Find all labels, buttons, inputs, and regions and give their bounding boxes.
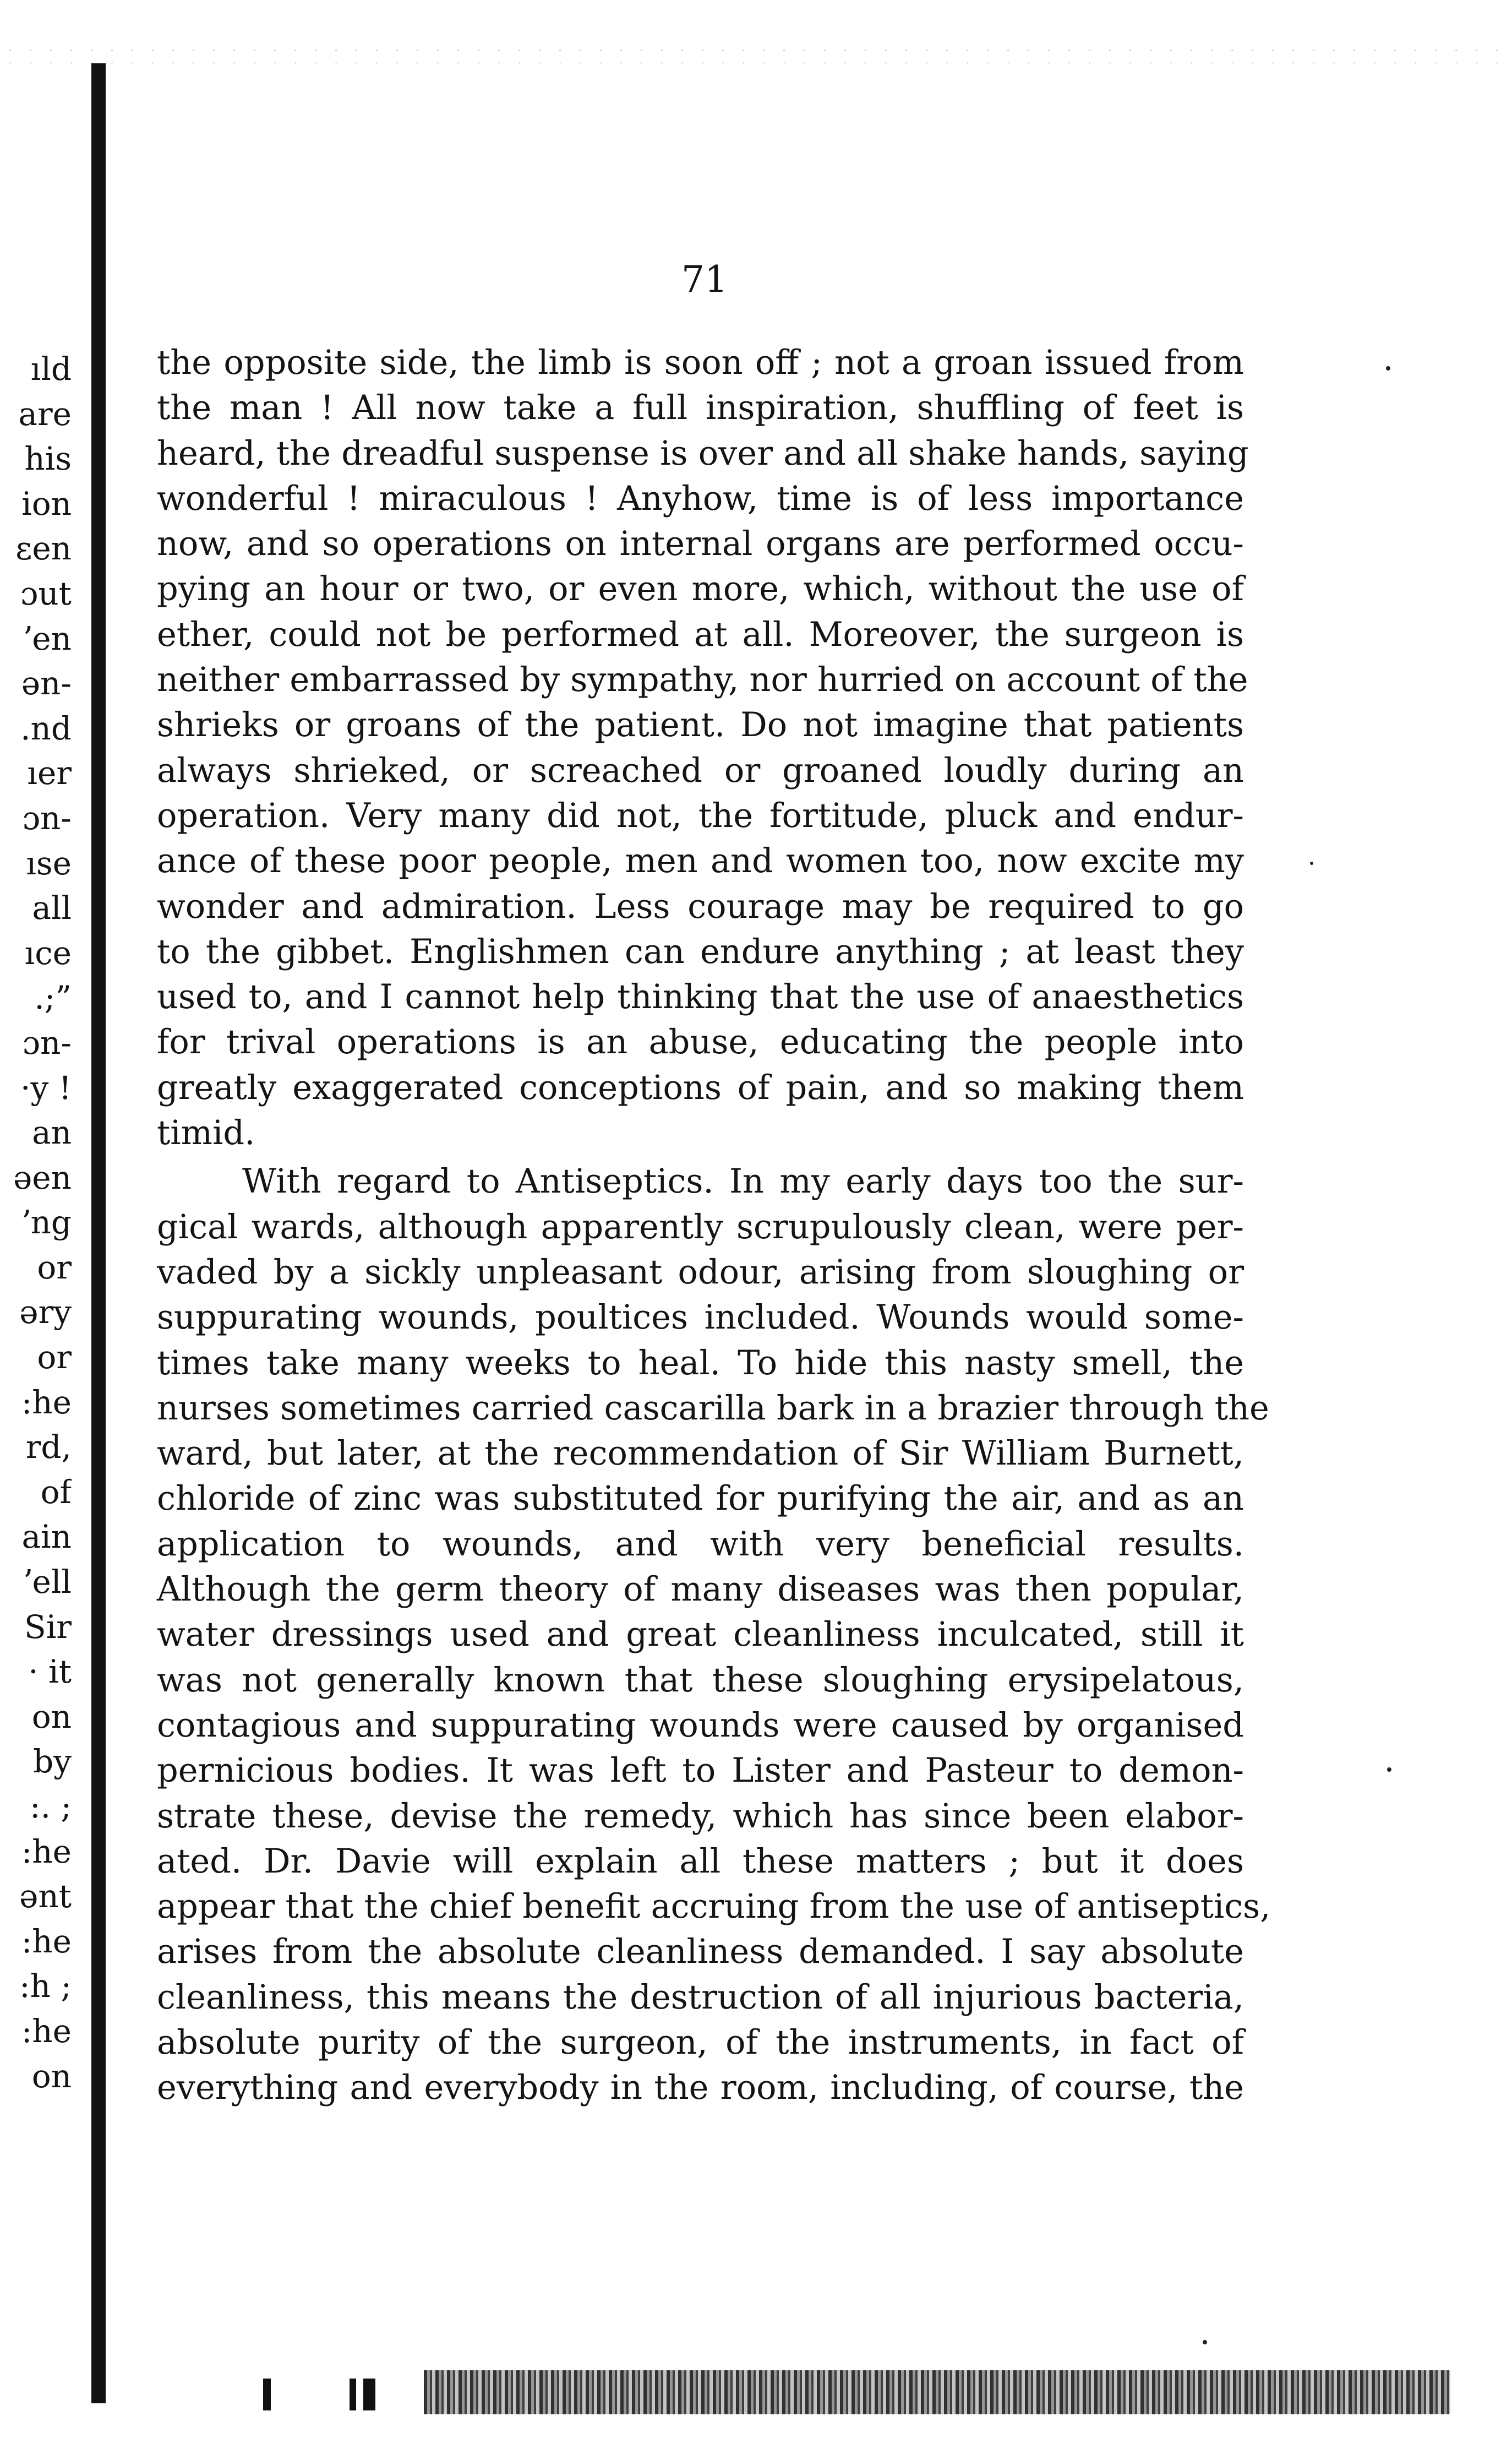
paragraph-anesthesia: [157, 340, 1249, 1156]
margin-fragment: əen: [13, 1158, 72, 1196]
text-line: strate these, devise the remedy, which has since been elabor-: [157, 1797, 1244, 1836]
text-line: With regard to Antiseptics. In my early days too the sur-: [242, 1162, 1244, 1201]
text-line: for trival operations is an abuse, educating the people into: [157, 1023, 1244, 1062]
text-line: vaded by a sickly unpleasant odour, arising from sloughing or: [157, 1253, 1244, 1292]
margin-fragment: ɛen: [15, 530, 72, 568]
text-line: now, and so operations on internal organs are performed occu-: [157, 525, 1244, 564]
text-line: gical wards, although apparently scrupulously clean, were per-: [157, 1207, 1244, 1247]
scan-speck: [1387, 1767, 1391, 1772]
margin-fragment: ʼell: [22, 1563, 72, 1601]
text-line: application to wounds, and with very beneficial results.: [157, 1525, 1244, 1564]
scan-noise-top: [0, 44, 1512, 72]
margin-fragment: ain: [21, 1518, 72, 1556]
binding-gutter-shadow: [91, 63, 106, 2403]
margin-fragment: or: [37, 1338, 72, 1376]
scan-mark: [263, 2379, 271, 2410]
margin-fragment: ʼng: [20, 1204, 72, 1242]
margin-fragment: :h ;: [19, 1967, 72, 2005]
margin-fragment: .nd: [20, 709, 72, 747]
margin-fragment: ıce: [24, 934, 72, 972]
margin-fragment: by: [33, 1743, 72, 1781]
margin-fragment: :he: [21, 1383, 72, 1421]
margin-fragment: ion: [21, 485, 72, 523]
margin-fragment: :he: [21, 1832, 72, 1870]
scan-mark: [350, 2379, 356, 2410]
margin-fragment: ·y !: [20, 1069, 72, 1107]
margin-fragment: on: [31, 1697, 72, 1735]
scan-speck: [1203, 2340, 1207, 2344]
margin-fragment: :he: [21, 2012, 72, 2050]
margin-fragment: .;”: [34, 979, 72, 1017]
text-line: absolute purity of the surgeon, of the instruments, in fact of: [157, 2023, 1244, 2062]
text-line: ether, could not be performed at all. Moreover, the surgeon is: [157, 615, 1244, 654]
margin-fragment: ɔn-: [22, 1024, 72, 1062]
scan-mark: [363, 2379, 375, 2410]
text-line: timid.: [157, 1114, 255, 1153]
scan-noise-bottom: [424, 2370, 1450, 2414]
text-line: greatly exaggerated conceptions of pain, and so making them: [157, 1068, 1244, 1107]
margin-fragment: his: [24, 440, 72, 478]
paragraph-antiseptics: [157, 1159, 1271, 2110]
text-line: appear that the chief benefit accruing from the use of antiseptics,: [157, 1887, 1271, 1926]
margin-fragment: ən-: [21, 665, 72, 703]
margin-fragment: əry: [19, 1293, 72, 1331]
page-number: 71: [681, 258, 728, 301]
margin-fragment: all: [32, 889, 72, 927]
text-line: heard, the dreadful suspense is over and all shake hands, saying: [157, 434, 1249, 473]
text-line: shrieks or groans of the patient. Do not imagine that patients: [157, 706, 1244, 745]
text-line: used to, and I cannot help thinking that the use of anaesthetics: [157, 978, 1244, 1017]
margin-fragment: ɔut: [20, 574, 72, 612]
page-body-text: [157, 340, 1271, 2111]
margin-fragment: ɔn-: [22, 799, 72, 837]
margin-fragment: :. ;: [30, 1788, 72, 1825]
margin-fragment: rd,: [25, 1428, 72, 1466]
text-line: ward, but later, at the recommendation of Sir William Burnett,: [157, 1434, 1244, 1473]
margin-fragment: or: [37, 1248, 72, 1286]
margin-fragment: · it: [28, 1653, 72, 1691]
margin-fragment: an: [32, 1114, 72, 1152]
text-line: everything and everybody in the room, including, of course, the: [157, 2069, 1244, 2108]
margin-fragment: :he: [21, 1922, 72, 1960]
scan-speck: [1310, 862, 1313, 865]
text-line: the man ! All now take a full inspiration, shuffling of feet is: [157, 389, 1244, 428]
text-line: pying an hour or two, or even more, which, without the use of: [157, 570, 1244, 609]
margin-fragment: ənt: [19, 1877, 72, 1915]
margin-fragment: ıse: [26, 844, 72, 882]
text-line: times take many weeks to heal. To hide this nasty smell, the: [157, 1343, 1244, 1383]
text-line: always shrieked, or screached or groaned loudly during an: [157, 751, 1244, 790]
margin-fragment: Sir: [24, 1608, 72, 1646]
text-line: the opposite side, the limb is soon off ; not a groan issued from: [157, 344, 1244, 382]
margin-fragment: ʼen: [21, 619, 72, 657]
text-line: ated. Dr. Davie will explain all these matters ; but it does: [157, 1842, 1244, 1881]
text-line: water dressings used and great cleanliness inculcated, still it: [157, 1615, 1244, 1655]
text-line: chloride of zinc was substituted for purifying the air, and as an: [157, 1479, 1244, 1519]
text-line: suppurating wounds, poultices included. Wounds would some-: [157, 1298, 1244, 1337]
text-line: pernicious bodies. It was left to Lister and Pasteur to demon-: [157, 1751, 1244, 1791]
margin-fragment: of: [40, 1473, 72, 1511]
text-line: ance of these poor people, men and women too, now excite my: [157, 842, 1244, 881]
text-line: arises from the absolute cleanliness demanded. I say absolute: [157, 1933, 1244, 1972]
text-line: neither embarrassed by sympathy, nor hurried on account of the: [157, 661, 1248, 700]
margin-fragment: ıer: [27, 754, 72, 792]
margin-fragment: ıld: [30, 350, 72, 388]
margin-fragment: on: [31, 2057, 72, 2095]
scan-speck: [1386, 366, 1390, 371]
text-line: contagious and suppurating wounds were caused by organised: [157, 1706, 1244, 1745]
text-line: to the gibbet. Englishmen can endure anything ; at least they: [157, 932, 1244, 971]
text-line: nurses sometimes carried cascarilla bark in a brazier through the: [157, 1389, 1269, 1428]
text-line: was not generally known that these sloughing erysipelatous,: [157, 1661, 1244, 1700]
facing-page-margin-fragments: [11, 347, 72, 2099]
text-line: wonderful ! miraculous ! Anyhow, time is of less importance: [157, 479, 1244, 518]
margin-fragment: are: [18, 395, 72, 433]
text-line: Although the germ theory of many diseases was then popular,: [157, 1570, 1244, 1609]
text-line: cleanliness, this means the destruction of all injurious bacteria,: [157, 1978, 1244, 2017]
text-line: operation. Very many did not, the fortitude, pluck and endur-: [157, 796, 1244, 835]
text-line: wonder and admiration. Less courage may be required to go: [157, 887, 1244, 926]
